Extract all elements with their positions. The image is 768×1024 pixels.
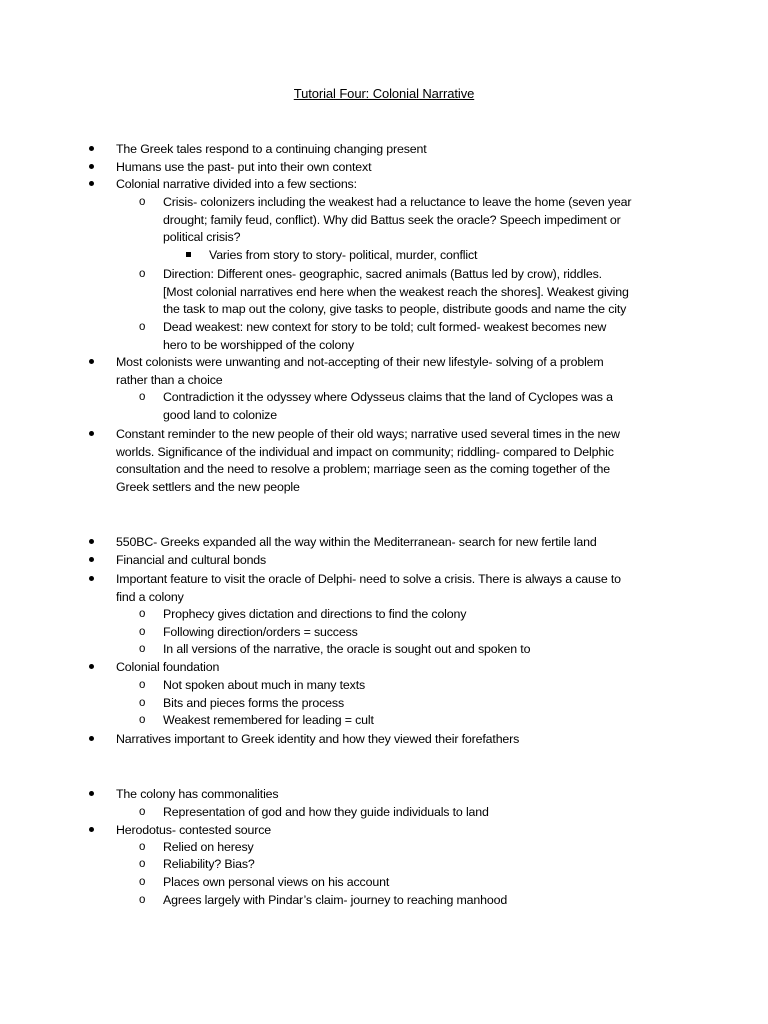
list-item-line: find a colony bbox=[116, 589, 184, 604]
list-item-line: the task to map out the colony, give tasks to people, distribute goods and name the city bbox=[163, 302, 627, 316]
list-item-line: Weakest remembered for leading = cult bbox=[163, 713, 374, 727]
bullet-disc-icon bbox=[89, 571, 94, 589]
list-item-line: Constant reminder to the new people of their old ways; narrative used several times in the new bbox=[116, 427, 620, 441]
list-item-line: 550BC- Greeks expanded all the way within the Mediterranean- search for new fertile land bbox=[116, 535, 597, 549]
list-item-line: Relied on heresy bbox=[163, 840, 254, 854]
list-item-line: worlds. Significance of the individual and impact on community; riddling- compared to Delphic bbox=[116, 444, 614, 459]
list-item-line: political crisis? bbox=[163, 230, 241, 244]
list-item-line: hero to be worshipped of the colony bbox=[163, 337, 355, 352]
list-item-line: rather than a choice bbox=[116, 372, 223, 387]
bullet-circle-icon: o bbox=[139, 643, 146, 655]
bullet-circle-icon: o bbox=[139, 321, 146, 333]
bullet-disc-icon bbox=[89, 534, 94, 552]
list-item-line: Varies from story to story- political, murder, conflict bbox=[209, 248, 478, 262]
bullet-disc-icon bbox=[89, 141, 94, 159]
list-item-line: good land to colonize bbox=[163, 407, 277, 422]
bullet-disc-icon bbox=[89, 176, 94, 194]
list-item-line: Most colonists were unwanting and not-accepting of their new lifestyle- solving of a problem bbox=[116, 355, 604, 369]
list-item-line: Direction: Different ones- geographic, sacred animals (Battus led by crow), riddles. bbox=[163, 267, 602, 281]
list-item-line: Representation of god and how they guide individuals to land bbox=[163, 805, 489, 819]
list-item-line: The Greek tales respond to a continuing changing present bbox=[116, 142, 427, 156]
bullet-disc-icon bbox=[89, 786, 94, 804]
bullet-circle-icon: o bbox=[139, 841, 146, 853]
list-item-line: drought; family feud, conflict). Why did Battus seek the oracle? Speech impediment or bbox=[163, 212, 621, 227]
list-item-line: Colonial narrative divided into a few sections: bbox=[116, 177, 357, 191]
bullet-circle-icon: o bbox=[139, 391, 146, 403]
bullet-circle-icon: o bbox=[139, 806, 146, 818]
bullet-circle-icon: o bbox=[139, 196, 146, 208]
bullet-circle-icon: o bbox=[139, 858, 146, 870]
bullet-circle-icon: o bbox=[139, 714, 146, 726]
bullet-disc-icon bbox=[89, 354, 94, 372]
list-item-line: In all versions of the narrative, the oracle is sought out and spoken to bbox=[163, 642, 531, 656]
bullet-disc-icon bbox=[89, 426, 94, 444]
list-item-line: Reliability? Bias? bbox=[163, 857, 255, 871]
bullet-circle-icon: o bbox=[139, 679, 146, 691]
list-item-line: Prophecy gives dictation and directions to find the colony bbox=[163, 607, 467, 621]
document-title: Tutorial Four: Colonial Narrative bbox=[293, 86, 475, 101]
bullet-disc-icon bbox=[89, 552, 94, 570]
bullet-disc-icon bbox=[89, 659, 94, 677]
bullet-circle-icon: o bbox=[139, 626, 146, 638]
list-item-line: consultation and the need to resolve a problem; marriage seen as the coming together of the bbox=[116, 462, 610, 476]
list-item-line: Important feature to visit the oracle of Delphi- need to solve a crisis. There is always a cause to bbox=[116, 572, 621, 586]
list-item-line: Dead weakest: new context for story to be told; cult formed- weakest becomes new bbox=[163, 320, 607, 334]
list-item-line: [Most colonial narratives end here when the weakest reach the shores]. Weakest giving bbox=[163, 284, 629, 299]
list-item-line: Humans use the past- put into their own context bbox=[116, 160, 372, 174]
bullet-circle-icon: o bbox=[139, 876, 146, 888]
list-item-line: Crisis- colonizers including the weakest had a reluctance to leave the home (seven year bbox=[163, 195, 632, 209]
bullet-circle-icon: o bbox=[139, 894, 146, 906]
list-item-line: Greek settlers and the new people bbox=[116, 479, 300, 494]
list-item-line: Narratives important to Greek identity and how they viewed their forefathers bbox=[116, 732, 520, 746]
list-item-line: Colonial foundation bbox=[116, 660, 220, 674]
list-item-line: Bits and pieces forms the process bbox=[163, 696, 344, 710]
list-item-line: Financial and cultural bonds bbox=[116, 553, 267, 567]
list-item-line: Not spoken about much in many texts bbox=[163, 678, 366, 692]
list-item-line: Following direction/orders = success bbox=[163, 625, 358, 639]
bullet-square-icon bbox=[186, 247, 191, 265]
list-item-line: Agrees largely with Pindar’s claim- journey to reaching manhood bbox=[163, 893, 508, 907]
bullet-circle-icon: o bbox=[139, 608, 146, 620]
list-item-line: Herodotus- contested source bbox=[116, 823, 272, 837]
list-item-line: The colony has commonalities bbox=[116, 787, 279, 801]
bullet-disc-icon bbox=[89, 822, 94, 840]
list-item-line: Places own personal views on his account bbox=[163, 875, 390, 889]
list-item-line: Contradiction it the odyssey where Odysseus claims that the land of Cyclopes was a bbox=[163, 390, 613, 404]
bullet-circle-icon: o bbox=[139, 268, 146, 280]
bullet-circle-icon: o bbox=[139, 697, 146, 709]
bullet-disc-icon bbox=[89, 731, 94, 749]
bullet-disc-icon bbox=[89, 159, 94, 177]
